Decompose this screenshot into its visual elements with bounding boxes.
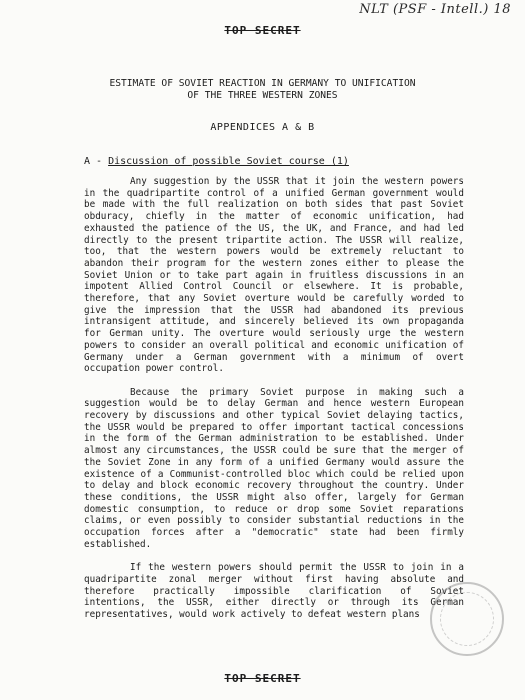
- appendices-heading: APPENDICES A & B: [210, 122, 315, 133]
- handwritten-annotation: NLT (PSF - Intell.) 18: [359, 2, 511, 17]
- document-title: [0, 78, 525, 102]
- archive-stamp-icon: [430, 582, 504, 656]
- section-heading: [84, 156, 349, 167]
- paragraph-3: If the western powers should permit the USSR to join in a quadripartite zonal merger without first having absolute and therefore practically impossible clarification of Soviet intentions, the USSR, either directly or through its German representatives, would work actively to defeat western plans: [84, 562, 464, 620]
- body-text: [84, 176, 464, 632]
- classification-footer: [0, 672, 525, 685]
- classification-top-text: TOP SECRET: [224, 24, 301, 37]
- classification-header: [0, 24, 525, 37]
- title-line-1: ESTIMATE OF SOVIET REACTION IN GERMANY TO UNIFICATION: [109, 78, 416, 89]
- paragraph-1: Any suggestion by the USSR that it join the western powers in the quadripartite control of a unified German government would be made with the full realization on both sides that past Soviet obduracy, chiefly in the matter of economic unification, had exhausted the patience of the US, the UK, and France, and had led directly to the present tripartite action. The USSR will realize, too, that the western powers would be extremely reluctant to abandon their program for the western zones either to please the Soviet Union or to take part again in fruitless discussions in an impotent Allied Control Council or elsewhere. It is probable, therefore, that any Soviet overture would be carefully worded to give the impression that the USSR had abandoned its previous intransigent attitude, and sincerely believed its own propaganda for German unity. The overture would seriously urge the western powers to consider an overall political and economic unification of Germany under a German government with a minimum of overt occupation power control.: [84, 176, 464, 375]
- title-line-2: OF THE THREE WESTERN ZONES: [187, 90, 338, 101]
- section-prefix: A -: [84, 156, 109, 167]
- section-heading-text: Discussion of possible Soviet course (1): [108, 156, 349, 167]
- classification-bottom-text: TOP SECRET: [224, 672, 301, 685]
- paragraph-2: Because the primary Soviet purpose in making such a suggestion would be to delay German and hence western European recovery by discussions and other typical Soviet delaying tactics, the USSR would be prepared to offer important tactical concessions in the form of the German administration to be established. Under almost any circumstances, the USSR could be sure that the merger of the Soviet Zone in any form of a unified Germany would assure the existence of a Communist-controlled bloc which could be relied upon to delay and block economic recovery throughout the country. Under these conditions, the USSR might also offer, largely for German domestic consumption, to reduce or drop some Soviet reparations claims, or even possibly to consider substantial reductions in the occupation forces after a "democratic" state had been firmly established.: [84, 386, 464, 550]
